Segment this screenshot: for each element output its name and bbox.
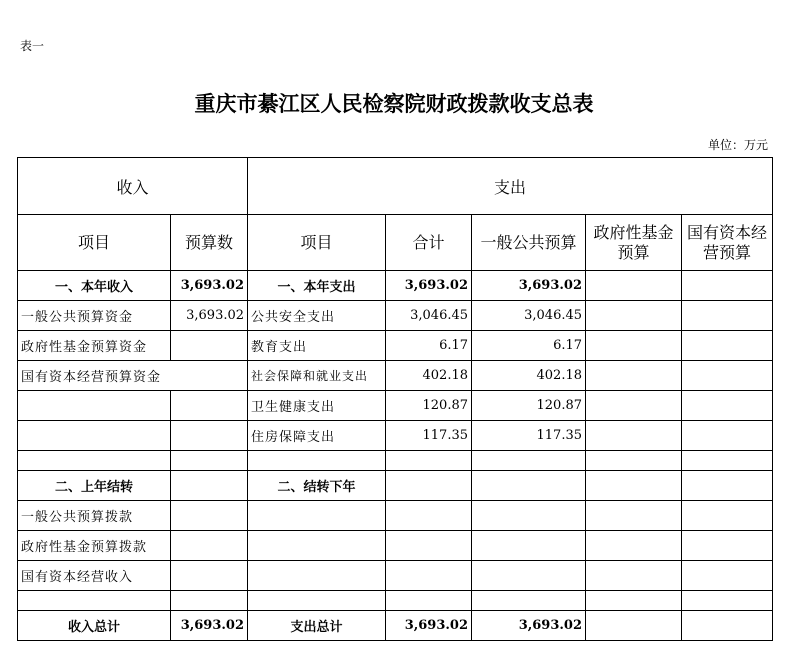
cell: 支出总计 [248, 611, 386, 641]
cell: 政府性基金预算资金 [18, 331, 171, 361]
header-general: 一般公共预算 [472, 215, 586, 271]
cell: 一般公共预算拨款 [18, 501, 171, 531]
budget-table [17, 157, 773, 641]
cell [586, 301, 682, 331]
table-row [18, 391, 773, 421]
unit-label: 单位：万元 [707, 138, 768, 152]
cell [171, 391, 248, 421]
cell: 政府性基金预算拨款 [18, 531, 171, 561]
cell: 3,693.02 [472, 611, 586, 641]
page-title: 重庆市綦江区人民检察院财政拨款收支总表 [194, 91, 594, 116]
cell: 一、本年收入 [18, 271, 171, 301]
cell: 3,693.02 [386, 611, 472, 641]
cell: 402.18 [386, 361, 472, 391]
cell [682, 301, 773, 331]
cell: 二、上年结转 [18, 471, 171, 501]
cell [682, 271, 773, 301]
header-item2: 项目 [248, 215, 386, 271]
cell: 3,693.02 [171, 611, 248, 641]
cell: 120.87 [386, 391, 472, 421]
cell: 3,693.02 [386, 271, 472, 301]
cell: 6.17 [472, 331, 586, 361]
cell: 117.35 [386, 421, 472, 451]
cell: 一、本年支出 [248, 271, 386, 301]
cell: 一般公共预算资金 [18, 301, 171, 331]
header-total: 合计 [386, 215, 472, 271]
table-row [18, 471, 773, 501]
table-row [18, 591, 773, 611]
cell [682, 391, 773, 421]
header-gov-fund: 政府性基金预算 [586, 215, 682, 271]
cell: 住房保障支出 [248, 421, 386, 451]
cell [586, 271, 682, 301]
header-expense: 支出 [248, 158, 773, 215]
cell: 3,046.45 [472, 301, 586, 331]
cell: 国有资本经营收入 [18, 561, 171, 591]
cell [18, 421, 171, 451]
table-row [18, 301, 773, 331]
cell: 卫生健康支出 [248, 391, 386, 421]
header-income: 收入 [18, 158, 248, 215]
cell [682, 361, 773, 391]
table-row [18, 421, 773, 451]
cell [586, 361, 682, 391]
table-row [18, 331, 773, 361]
table-row [18, 361, 773, 391]
cell: 6.17 [386, 331, 472, 361]
cell: 3,693.02 [171, 271, 248, 301]
cell: 3,693.02 [171, 301, 248, 331]
cell [171, 331, 248, 361]
header-budget: 预算数 [171, 215, 248, 271]
cell [586, 421, 682, 451]
header-state-capital: 国有资本经营预算 [682, 215, 773, 271]
table-tag: 表一 [20, 39, 45, 53]
cell: 社会保障和就业支出 [248, 361, 386, 391]
table-row [18, 611, 773, 641]
cell: 402.18 [472, 361, 586, 391]
cell [586, 391, 682, 421]
cell: 国有资本经营预算资金 [18, 361, 248, 391]
cell: 120.87 [472, 391, 586, 421]
cell: 二、结转下年 [248, 471, 386, 501]
header-item: 项目 [18, 215, 171, 271]
cell: 117.35 [472, 421, 586, 451]
table-row [18, 531, 773, 561]
table-row [18, 271, 773, 301]
cell: 3,693.02 [472, 271, 586, 301]
cell: 公共安全支出 [248, 301, 386, 331]
cell: 教育支出 [248, 331, 386, 361]
cell [586, 331, 682, 361]
cell [682, 421, 773, 451]
cell [171, 421, 248, 451]
cell: 收入总计 [18, 611, 171, 641]
table-row [18, 451, 773, 471]
cell: 3,046.45 [386, 301, 472, 331]
cell [18, 391, 171, 421]
cell [682, 331, 773, 361]
table-row [18, 561, 773, 591]
table-row [18, 501, 773, 531]
